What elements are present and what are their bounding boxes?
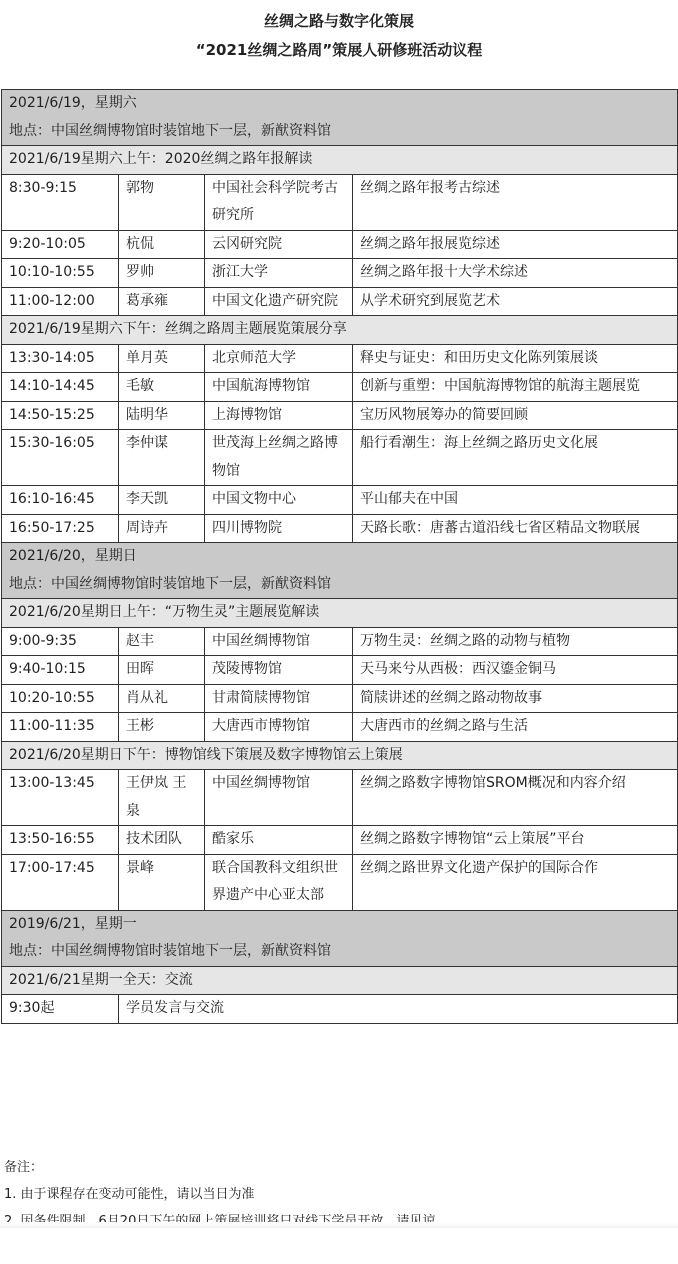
day-date: 2021/6/19，星期六 xyxy=(9,95,137,111)
organization-cell: 浙江大学 xyxy=(205,259,353,288)
table-row xyxy=(2,627,678,656)
topic-cell: 丝绸之路年报展览综述 xyxy=(353,230,678,259)
organization-cell: 中国丝绸博物馆 xyxy=(205,627,353,656)
day-header xyxy=(2,543,678,599)
organization-cell: 四川博物院 xyxy=(205,514,353,543)
time-cell: 17:00-17:45 xyxy=(2,854,119,910)
schedule-table xyxy=(1,89,678,1024)
day-header-cell xyxy=(2,90,678,146)
organization-cell: 酷家乐 xyxy=(205,826,353,855)
organization-cell: 大唐西市博物馆 xyxy=(205,713,353,742)
day-location: 地点：中国丝绸博物馆时装馆地下一层，新猷资料馆 xyxy=(9,122,331,139)
topic-cell: 宝历风物展筹办的简要回顾 xyxy=(353,401,678,430)
session-title: 2021/6/20星期日下午：博物馆线下策展及数字博物馆云上策展 xyxy=(2,741,678,770)
session-header xyxy=(2,146,678,175)
speaker-cell: 赵丰 xyxy=(119,627,205,656)
time-cell: 13:30-14:05 xyxy=(2,344,119,373)
time-cell: 14:50-15:25 xyxy=(2,401,119,430)
speaker-cell: 王彬 xyxy=(119,713,205,742)
table-row xyxy=(2,230,678,259)
topic-cell: 创新与重塑：中国航海博物馆的航海主题展览 xyxy=(353,373,678,402)
time-cell: 9:00-9:35 xyxy=(2,627,119,656)
topic-cell: 万物生灵：丝绸之路的动物与植物 xyxy=(353,627,678,656)
time-cell: 14:10-14:45 xyxy=(2,373,119,402)
session-title: 2021/6/21星期一全天：交流 xyxy=(2,966,678,995)
speaker-cell: 肖从礼 xyxy=(119,684,205,713)
session-header xyxy=(2,316,678,345)
speaker-cell: 郭物 xyxy=(119,174,205,230)
table-row xyxy=(2,430,678,486)
topic-cell: 丝绸之路数字博物馆SROM概况和内容介绍 xyxy=(353,770,678,826)
table-row xyxy=(2,486,678,515)
topic-cell: 从学术研究到展览艺术 xyxy=(353,287,678,316)
organization-cell: 世茂海上丝绸之路博物馆 xyxy=(205,430,353,486)
speaker-cell: 毛敏 xyxy=(119,373,205,402)
table-row xyxy=(2,373,678,402)
topic-cell: 天路长歌：唐蕃古道沿线七省区精品文物联展 xyxy=(353,514,678,543)
session-title: 2021/6/20星期日上午：“万物生灵”主题展览解读 xyxy=(2,599,678,628)
topic-cell: 丝绸之路世界文化遗产保护的国际合作 xyxy=(353,854,678,910)
time-cell: 8:30-9:15 xyxy=(2,174,119,230)
table-row xyxy=(2,656,678,685)
organization-cell: 甘肃简牍博物馆 xyxy=(205,684,353,713)
speaker-cell: 李天凯 xyxy=(119,486,205,515)
time-cell: 9:30起 xyxy=(2,995,119,1024)
speaker-cell: 技术团队 xyxy=(119,826,205,855)
time-cell: 11:00-12:00 xyxy=(2,287,119,316)
topic-cell: 船行看潮生：海上丝绸之路历史文化展 xyxy=(353,430,678,486)
topic-cell: 释史与证史：和田历史文化陈列策展谈 xyxy=(353,344,678,373)
topic-cell: 天马来兮从西极：西汉鎏金铜马 xyxy=(353,656,678,685)
day-header xyxy=(2,90,678,146)
time-cell: 16:50-17:25 xyxy=(2,514,119,543)
time-cell: 16:10-16:45 xyxy=(2,486,119,515)
day-header-cell xyxy=(2,910,678,966)
speaker-cell: 田晖 xyxy=(119,656,205,685)
day-header-cell xyxy=(2,543,678,599)
table-row xyxy=(2,514,678,543)
session-header xyxy=(2,966,678,995)
table-row xyxy=(2,826,678,855)
organization-cell: 中国文物中心 xyxy=(205,486,353,515)
table-row xyxy=(2,401,678,430)
time-cell: 13:50-16:55 xyxy=(2,826,119,855)
organization-cell: 茂陵博物馆 xyxy=(205,656,353,685)
session-header xyxy=(2,599,678,628)
time-cell: 9:20-10:05 xyxy=(2,230,119,259)
document-subtitle: “2021丝绸之路周”策展人研修班活动议程 xyxy=(195,41,483,59)
session-title: 2021/6/19星期六上午：2020丝绸之路年报解读 xyxy=(2,146,678,175)
speaker-cell: 杭侃 xyxy=(119,230,205,259)
time-cell: 13:00-13:45 xyxy=(2,770,119,826)
day-date: 2021/6/20，星期日 xyxy=(9,548,137,564)
organization-cell: 中国丝绸博物馆 xyxy=(205,770,353,826)
schedule-body xyxy=(2,90,678,1024)
document-title: 丝绸之路与数字化策展 xyxy=(263,12,414,30)
topic-cell: 丝绸之路数字博物馆“云上策展”平台 xyxy=(353,826,678,855)
session-header xyxy=(2,741,678,770)
day-location: 地点：中国丝绸博物馆时装馆地下一层，新猷资料馆 xyxy=(9,575,331,592)
speaker-cell: 陆明华 xyxy=(119,401,205,430)
table-row xyxy=(2,770,678,826)
topic-cell: 简牍讲述的丝绸之路动物故事 xyxy=(353,684,678,713)
time-cell: 11:00-11:35 xyxy=(2,713,119,742)
speaker-cell: 葛承雍 xyxy=(119,287,205,316)
time-cell: 9:40-10:15 xyxy=(2,656,119,685)
organization-cell: 北京师范大学 xyxy=(205,344,353,373)
speaker-cell: 王伊岚 王泉 xyxy=(119,770,205,826)
day-date: 2019/6/21，星期一 xyxy=(9,915,137,932)
table-row xyxy=(2,174,678,230)
topic-cell: 平山郁夫在中国 xyxy=(353,486,678,515)
topic-cell: 大唐西市的丝绸之路与生活 xyxy=(353,713,678,742)
day-location: 地点：中国丝绸博物馆时装馆地下一层，新猷资料馆 xyxy=(9,943,331,959)
speaker-cell: 周诗卉 xyxy=(119,514,205,543)
time-cell: 10:10-10:55 xyxy=(2,259,119,288)
note-item-1: 1. 由于课程存在变动可能性，请以当日为准 xyxy=(4,1187,255,1202)
organization-cell: 上海博物馆 xyxy=(205,401,353,430)
speaker-cell: 单月英 xyxy=(119,344,205,373)
organization-cell: 中国航海博物馆 xyxy=(205,373,353,402)
organization-cell: 中国文化遗产研究院 xyxy=(205,287,353,316)
time-cell: 15:30-16:05 xyxy=(2,430,119,486)
organization-cell: 中国社会科学院考古研究所 xyxy=(205,174,353,230)
table-row xyxy=(2,684,678,713)
session-title: 2021/6/19星期六下午：丝绸之路周主题展览策展分享 xyxy=(2,316,678,345)
table-row xyxy=(2,287,678,316)
day-header xyxy=(2,910,678,966)
activity-cell: 学员发言与交流 xyxy=(119,995,678,1024)
table-row xyxy=(2,259,678,288)
table-row xyxy=(2,344,678,373)
organization-cell: 联合国教科文组织世界遗产中心亚太部 xyxy=(205,854,353,910)
time-cell: 10:20-10:55 xyxy=(2,684,119,713)
organization-cell: 云冈研究院 xyxy=(205,230,353,259)
topic-cell: 丝绸之路年报考古综述 xyxy=(353,174,678,230)
speaker-cell: 李仲谋 xyxy=(119,430,205,486)
table-row xyxy=(2,713,678,742)
speaker-cell: 罗帅 xyxy=(119,259,205,288)
table-row xyxy=(2,854,678,910)
topic-cell: 丝绸之路年报十大学术综述 xyxy=(353,259,678,288)
notes-label: 备注： xyxy=(4,1160,44,1175)
speaker-cell: 景峰 xyxy=(119,854,205,910)
table-row xyxy=(2,995,678,1024)
bottom-shadow xyxy=(0,1222,678,1228)
